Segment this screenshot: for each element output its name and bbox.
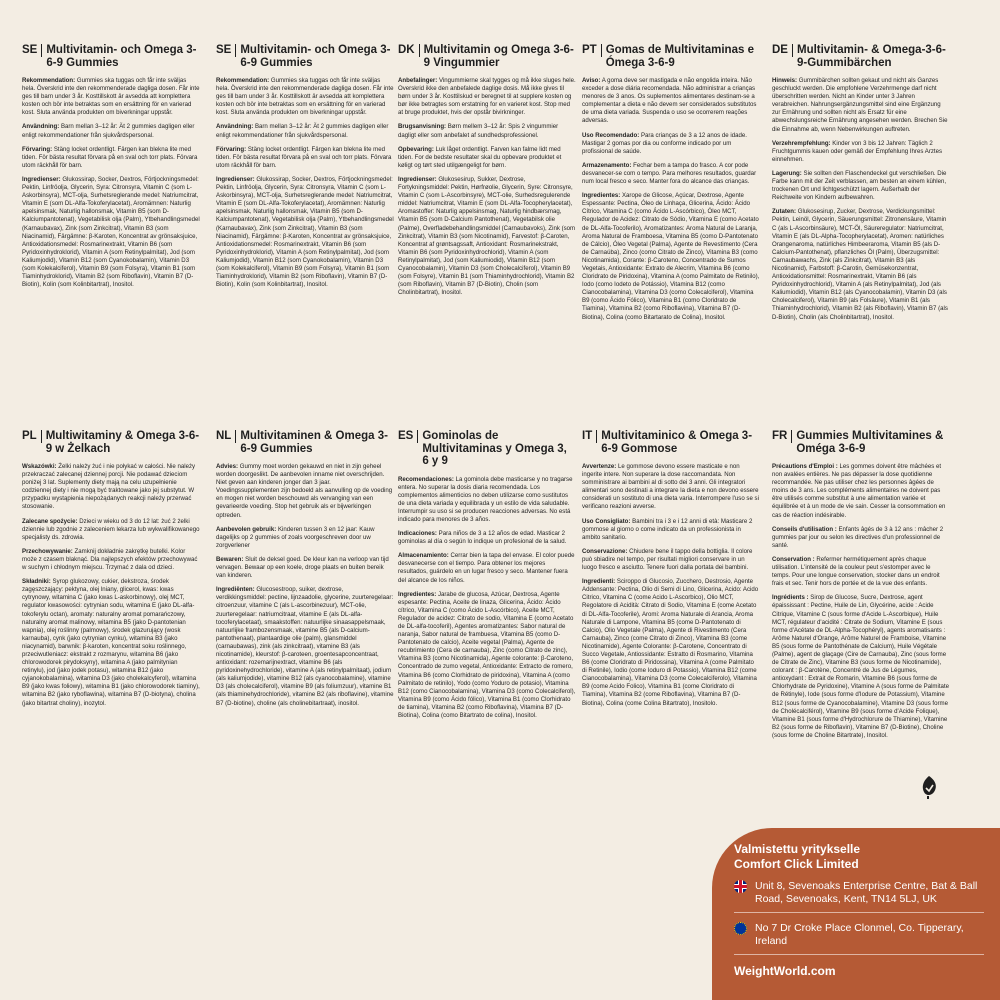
ingredients-paragraph: Ingredienser: Glukosesirup, Sukker, Dextrose, Fortykningsmiddel: Pektin, Hørfrøolie, Glycerin, Syre: Citronsyre, Vitamin C (som L-Ascorbinsyre), MCT-olie, Surhedsregulerende middel: Natriumcitrat, Vitamin E (som DL-Alfa-Tocopherylacetat), Aromastoffer: Naturlig appelsinsmag, Naturlig hindbærsmag, Vitamin B5 (som D-Calcium Pantothenat), Vegetabilsk olie (Palme), Overfladebehandlingsmiddel (Carnaubavoks), Zink (som Zinkcitrat), Vitamin B3 (som Nicotinamid), Farvestof: β-Caroten, Koncentrat af grøntsagssaft, Antioxidant: Rosmarinekstrakt, Vitamin B6 (som Pyridoxinhydrochlorid), Vitamin A (som Retinylpalmitat), Jod (som Kaliumiodid), Vitamin B12 (som Cyanocobalamin), Vitamin D3 (som Cholecalciferol), Vitamin B9 (som Folsyre), Vitamin B1 (som Thiaminhydrochlorid), Vitamin B2 (som Riboflavin), Vitamin B7 (D-Biotin), Cholin (som Cholinbitartrat), Inositol. [398, 175, 576, 297]
warning-paragraph: Avvertenze: Le gommose devono essere masticate e non ingerite intere. Non superare la dose raccomandata. Non somministrare ai bambini al di sotto dei 3 anni. Gli integratori alimentari sono destinati a integrare la dieta e non devono essere considerati un sostituto di una dieta varia. Interrompere l'uso se si verificano reazioni avverse. [582, 463, 759, 511]
usage-paragraph: Verzehrempfehlung: Kinder von 3 bis 12 Jahren: Täglich 2 Fruchtgummis kauen oder gemäß der Empfehlung Ihres Arztes einnehmen. [772, 139, 943, 163]
usage-paragraph: Conseils d'utilisation : Enfants âgés de 3 à 12 ans : mâcher 2 gummies par jour ou selon les directives d'un professionnel de santé. [772, 525, 944, 549]
usage-paragraph: Användning: Barn mellan 3–12 år: Ät 2 gummies dagligen eller enligt rekommendationer från sjukvårdspersonal. [216, 123, 389, 139]
section-header [582, 430, 760, 455]
section-header [772, 44, 950, 69]
language-code: IT [582, 430, 597, 443]
section-header [398, 44, 576, 69]
divider [734, 912, 984, 913]
column-es [398, 430, 576, 726]
storage-paragraph: Conservation : Refermer hermétiquement après chaque utilisation. L'intensité de la couleur peut s'estomper avec le temps. Pour une longue conservation, stocker dans un endroit frais et sec. Tenir hors de portée et de la vue des enfants. [772, 555, 940, 588]
storage-paragraph: Opbevaring: Luk låget ordentligt. Farven kan falme lidt med tiden. For de bedste resultater skal du opbevare produktet et køligt og tørt sted utilgængeligt for børn. [398, 145, 562, 169]
manufacturer-contact-panel [712, 828, 1000, 1000]
storage-paragraph: Lagerung: Sie sollten den Flaschendeckel gut verschließen. Die Farbe kann mit der Zeit verblassen, am besten an einem kühlen, trockenen Ort und lichtgeschützt lagern. Außerhalb der Reichweite von Kindern aufbewahren. [772, 169, 947, 202]
ingredients-paragraph: Ingredientes: Xarope de Glicose, Açúcar, Dextrose, Agente Espessante: Pectina, Óleo de Linhaça, Glicerina, Ácido: Ácido Cítrico, Vitamina C (como Ácido L-Ascórbico), Óleo MCT, Regulador de Acidez: Citrato de Sódio, Vitamina E (como Acetato de DL-Alfa-Tocoferilo), Aromatizantes: Aroma Natural de Laranja, Aroma Natural de Framboesa, Vitamina B5 (como D-Pantotenato de Cálcio), Óleo Vegetal (Palma), Agente de Revestimento (Cera de Carnaúba), Zinco (como Citrato de Zinco), Vitamina B3 (como Nicotinamida), Corante: β-Caroteno, Concentrado de Sumos Vegetais, Antioxidante: Extrato de Alecrim, Vitamina B6 (como Cloridrato de Piridoxina), Vitamina A (como Palmitato de Retinilo), Iodo (como Iodeto de Potássio), Vitamina B12 (como Cianocobalamina), Vitamina D3 (como Colecalciferol), Vitamina B9 (como Ácido Fólico), Vitamina B1 (como Cloridrato de Tiamina), Vitamina B2 (como Riboflavina), Vitamina B7 (D-Biotina), Colina (como Bitartarato de Colina), Inositol. [582, 192, 760, 321]
column-nl [216, 430, 394, 714]
ingredients-paragraph: Ingredientes: Jarabe de glucosa, Azúcar, Dextrosa, Agente espesante: Pectina, Aceite de linaza, Glicerina, Ácido: Ácido cítrico, Vitamina C (como Ácido L-Ascórbico), Aceite MCT, Regulador de acidez: Citrato de sodio, Vitamina E (como Acetato de DL-alfa-tocoferil), Agentes aromatizantes: Sabor natural de naranja, Sabor natural de frambuesa, Vitamina B5 (como D-Pantotenato de calcio), Aceite vegetal (Palma), Agente de recubrimiento (Cera de carnauba), Zinc (como Citrato de zinc), Vitamina B3 (como Nicotinamida), Agente colorante: β-Caroteno, Concentrado de zumo vegetal, Antioxidante: Extracto de romero, Vitamina B6 (como Clorhidrato de piridoxina), Vitamina A (como Palmitato de retinilo), Yodo (como Yoduro de potasio), Vitamina B12 (como Cianocobalamina), Vitamina D3 (como Colecalciferol), Vitamina B9 (como Ácido fólico), Vitamina B1 (como Clorhidrato de tiamina), Vitamina B2 (como Riboflavina), Vitamina B7 (D-Biotina), Colina (como Bitartrato de colina), Inositol. [398, 590, 576, 720]
recommendation-paragraph: Rekommendation: Gummies ska tuggas och får inte sväljas hela. Överskrid inte den rekommenderade dagliga dosen. Får inte ges till barn under 3 år. Kosttillskott är avsedda att komplettera kosten och bör inte betraktas som en ersättning för en varierad kost. Sluta använda produkten om biverkningar uppstår. [216, 77, 394, 117]
ingredients-paragraph: Ingrédients : Sirop de Glucose, Sucre, Dextrose, agent épaississant : Pectine, Huile de Lin, Glycérine, acide : Acide Citrique, Vitamine C (sous forme d'Acide L-Ascorbique), Huile MCT, régulateur d'acidité : Citrate de Sodium, Vitamine E (sous forme d'Acétate de DL-Alpha-Tocophéryl), agents aromatisants : Arôme Naturel d'Orange, Arôme Naturel de Framboise, Vitamine B5 (sous forme de Pantothénate de Calcium), Huile Végétale (Palme), agent de glaçage (Cire de Carnauba), Zinc (sous forme de Citrate de Zinc), Vitamine B3 (sous forme de Nicotinamide), colorant : β-Carotène, Concentré de Jus de Légumes, antioxydant : Extrait de Romarin, Vitamine B6 (sous forme de Chlorhydrate de Pyridoxine), Vitamine A (sous forme de Palmitate de Rétinyle), Iode (sous forme d'Iodure de Potassium), Vitamine B12 (sous forme de Cyanocobalamine), Vitamine D3 (sous forme de Cholécalciférol), Vitamine B9 (sous forme d'Acide Folique), Vitamine B1 (sous forme d'Hydrochlorure de Thiamine), Vitamine B2 (sous forme de Riboflavin), Vitamine B7 (D-Biotine), Choline (sous forme de Choline Bitartrate), Inositol. [772, 594, 950, 739]
column-dk [398, 44, 576, 303]
warning-paragraph: Précautions d'Emploi : Les gommes doivent être mâchées et non avalées entières. Ne pas dépasser la dose quotidienne recommandée. Ne pas utiliser chez les personnes âgées de moins de 3 ans. Les compléments alimentaires ne doivent pas être utilisés comme substitut à une alimentation variée et équilibrée et à un mode de vie sain. Cesser la consommation en cas de réaction indésirable. [772, 463, 946, 519]
usage-paragraph: Indicaciones: Para niños de 3 a 12 años de edad. Masticar 2 gominolas al día o según lo indique un profesional de la salud. [398, 530, 567, 546]
storage-paragraph: Przechowywanie: Zamknij dokładnie zakrętkę butelki. Kolor może z czasem blaknąć. Dla najlepszych efektów przechowywać w suchym i chłodnym miejscu. Trzymać z dala od dzieci. [22, 547, 198, 572]
usage-paragraph: Användning: Barn mellan 3–12 år: Ät 2 gummies dagligen eller enligt rekommendationer från sjukvårdspersonal. [22, 123, 195, 139]
language-code: FR [772, 430, 792, 443]
ingredients-paragraph: Ingredienti: Sciroppo di Glucosio, Zucchero, Destrosio, Agente Addensante: Pectina, Olio di Semi di Lino, Glicerina, Acido: Acido Citrico, Vitamina C (come Acido L-Ascorbico), Olio MCT, Regolatore di Acidità: Citrato di Sodio, Vitamina E (come Acetato di DL-Alfa-Tocoferile), Aromi: Aroma Naturale di Arancia, Aroma Naturale di Lampone, Vitamina B5 (come D-Pantotenato di Calcio), Olio Vegetale (Palma), Agente di Rivestimento (Cera Carnauba), Zinco (come Citrato di Zinco), Vitamina B3 (come Nicotinamide), Agente Colorante: β-Carotene, Concentrato di Succo Vegetale, Antiossidante: Estratto di Rosmarino, Vitamina B6 (come Cloridrato di Piridossina), Vitamina A (come Palmitato di Retinile), Iodio (come Ioduro di Potassio), Vitamina B12 (come Cianocobalamina), Vitamina D3 (come Colecalciferolo), Vitamina B9 (come Acido Folico), Vitamina B1 (come Cloridrato di Tiamina), Vitamina B2 (come Riboflavina), Vitamina B7 (D-Biotina), Colina (come Colina Bitartrato), Inositolo. [582, 578, 759, 707]
usage-paragraph: Zalecane spożycie: Dzieci w wieku od 3 do 12 lat: żuć 2 żelki dziennie lub zgodnie z zaleceniem lekarza lub wykwalifikowanego specjalisty ds. zdrowia. [22, 517, 200, 541]
storage-paragraph: Conservazione: Chiudere bene il tappo della bottiglia. Il colore può sbiadire nel tempo, per risultati migliori conservare in un luogo fresco e asciutto. Tenere fuori dalla portata dei bambini. [582, 547, 753, 572]
section-title: Multivitaminico & Omega 3-6-9 Gommose [601, 430, 753, 455]
column-se-1 [22, 44, 200, 295]
language-code: SE [22, 44, 42, 57]
ireland-address-text: No 7 Dr Croke Place Clonmel, Co. Tipperary, Ireland [755, 922, 964, 947]
column-fr [772, 430, 950, 746]
vegan-leaf-icon [918, 774, 940, 800]
section-header [216, 44, 394, 69]
ingredients-paragraph: Ingredienser: Glukossirap, Socker, Dextros, Förtjockningsmedel: Pektin, Linfröolja, Glycerin, Syra: Citronsyra, Vitamin C (som L-Askorbinsyra), MCT-olja, Surhetsreglerande medel: Natriumcitrat, Vitamin E (som DL-Alfa-Tokoferylacetat), Aromämnen: Naturlig apelsinsmak, Naturlig hallonsmak, Vitamin B5 (som D-Kalciumpantotenat), Vegetabilisk olja (Palm), Ytbehandlingsmedel (Karnaubavax), Zink (som Zinkcitrat), Vitamin B3 (som Niacinamid), Färgämne: β-Karoten, Koncentrat av grönsaksjuice, Antioxidationsmedel: Rosmarinextrakt, Vitamin B6 (som Pyridoxinhydroklorid), Vitamin A (som Retinylpalmitat), Jod (som Kaliumjodid), Vitamin B12 (som Cyanokobalamin), Vitamin D3 (som Kolekalciferol), Vitamin B9 (som Folsyra), Vitamin B1 (som Tiaminhydroklorid), Vitamin B2 (som Riboflavin), Vitamin B7 (D-Biotin), Kolin (som Kolinbitartrat), Inositol. [22, 175, 200, 289]
usage-paragraph: Uso Recomendado: Para crianças de 3 a 12 anos de idade. Mastigar 2 gomas por dia ou conforme indicado por um profissional de saúde. [582, 131, 747, 155]
section-title: Multivitaminen & Omega 3-6-9 Gummies [240, 430, 388, 455]
section-title: Gominolas de Multivitaminas y Omega 3, 6 y 9 [422, 430, 567, 467]
section-header [398, 430, 576, 468]
section-title: Multivitamin- och Omega 3-6-9 Gummies [240, 44, 391, 69]
manufacturer-name: Comfort Click Limited [734, 857, 859, 871]
warning-paragraph: Advies: Gummy moet worden gekauwd en niet in zijn geheel worden doorgeslikt. De aanbevolen inname niet overschrijden. Niet geven aan kinderen jonger dan 3 jaar. Voedingssupplementen zijn bedoeld als aanvulling op de voeding en mogen niet worden beschouwd als vervanging van een gevarieerde voeding. Stop het gebruik als er bijwerkingen optreden. [216, 463, 393, 519]
ireland-address [734, 922, 984, 948]
language-code: DE [772, 44, 793, 57]
column-it [582, 430, 760, 714]
storage-paragraph: Almacenamiento: Cerrar bien la tapa del envase. El color puede desvanecerse con el tiempo. Para obtener los mejores resultados, guárdelo en un lugar fresco y seco. Mantener fuera del alcance de los niños. [398, 552, 575, 584]
ingredients-paragraph: Składniki: Syrop glukozowy, cukier, dekstroza, środek zagęszczający: pektyna, olej lniany, glicerol, kwas: kwas cytrynowy, witamina C (jako kwas L-askorbinowy), olej MCT, regulator kwasowości: cytrynian sodu, witamina E (jako DL-alfa-tokoferylu octan), aromaty: naturalny aromat pomarańczowy, naturalny aromat malinowy, witamina B5 (jako D-pantotenian wapnia), olej roślinny (palmowy), środek glazurujący (wosk karnauba), cynk (jako cytrynian cynku), witamina B3 (jako niacynamid), barwnik: β-karoten, koncentrat soku roślinnego, przeciwutleniacz: ekstrakt z rozmarynu, witamina B6 (jako chlorowodorek pirydoksyny), witamina A (jako palmitynian retinylu), jod (jako jodek potasu), witamina B12 (jako cyjanokobalamina), witamina D3 (jako cholekalcyferol), witamina B9 (jako kwas foliowy), witamina B1 (jako chlorowodorek tiaminy), witamina B2 (jako ryboflawina), witamina B7 (D-biotyna), cholina (jako bitartrat choliny), inozytol. [22, 578, 200, 707]
section-header [216, 430, 394, 455]
uk-address [734, 880, 984, 906]
website-link[interactable]: WeightWorld.com [734, 964, 836, 978]
section-header [22, 44, 200, 69]
column-pl [22, 430, 200, 714]
usage-paragraph: Brugsanvisning: Børn mellem 3–12 år: Spis 2 vingummier dagligt eller som anbefalet af sundhedsprofessionel. [398, 123, 559, 139]
language-code: DK [398, 44, 420, 57]
ingredients-paragraph: Ingrediënten: Glucosestroop, suiker, dextrose, verdikkingsmiddel: pectine, lijnzaadolie, glycerine, zuurteregelaar: citroenzuur, vitamine C (als L-ascorbinezuur), MCT-olie, zuurteregelaar: natriumcitraat, vitamine E (als DL-alfa-tocoferylacetaat), smaakstoffen: natuurlijke sinaasappelsmaak, natuurlijke frambozensmaak, vitamine B5 (als D-calcium-pantothenaat), plantaardige olie (palm), glansmiddel (carnaubawas), zink (als zinkcitraat), vitamine B3 (als nicotinamide), kleurstof: β-caroteen, groentesapconcentraat, antioxidant: rozemarijnextract, vitamine B6 (als pyridoxinehydrochloride), vitamine A (als retinylpalmitaat), jodium (als kaliumjodide), vitamine B12 (als cyanocobalamine), vitamine D3 (als cholecalciferol), vitamine B9 (als foliumzuur), vitamine B1 (als thiaminehydrochloride), vitamine B2 (als riboflavine), vitamine B7 (D-biotine), choline (als cholinebitartraat), inositol. [216, 586, 394, 707]
manufacturer-title [734, 842, 860, 872]
eu-flag-icon [734, 922, 747, 935]
language-code: ES [398, 430, 418, 443]
recommendation-paragraph: Anbefalinger: Vingummierne skal tygges og må ikke sluges hele. Overskrid ikke den anbefalede daglige dosis. Må ikke gives til børn under 3 år. Kosttilskud er beregnet til at supplere kosten og bør ikke betragtes som erstatning for en varieret kost. Stop med at bruge produktet, hvis der opstår bivirkninger. [398, 77, 576, 117]
ingredients-paragraph: Zutaten: Glukosesirup, Zucker, Dextrose, Verdickungsmittel: Pektin, Leinöl, Glycerin, Säuerungsmittel: Zitronensäure, Vitamin C (als L-Ascorbinsäure), MCT-Öl, Säureregulator: Natriumcitrat, Vitamin E (als DL-Alpha-Tocopherylacetat), Aromen: natürliches Orangenaroma, natürliches Himbeeraroma, Vitamin B5 (als D-Calcium-Pantothenat), pflanzliches Öl (Palm), Überzugsmittel: Carnaubawachs, Zink (als Zinkcitrat), Vitamin B3 (als Nicotinamid), Farbstoff: β-Carotin, Gemüsekonzentrat, Antioxidationsmittel: Rosmarinextrakt, Vitamin B6 (als Pyridoxinhydrochlorid), Vitamin A (als Retinylpalmitat), Jod (als Kaliumiodid), Vitamin B12 (als Cyanocobalamin), Vitamin D3 (als Cholecalciferol), Vitamin B9 (als Folsäure), Vitamin B1 (als Thiaminhydrochlorid), Vitamin B2 (als Riboflavin), Vitamin B7 (als D-Biotin), Cholin (als Cholinbitartrat), Inositol. [772, 208, 948, 321]
storage-paragraph: Förvaring: Stäng locket ordentligt. Färgen kan blekna lite med tiden. För bästa resultat förvara på en sval och torr plats. Förvara utom räckhåll för barn. [22, 145, 198, 169]
recommendation-paragraph: Rekommendation: Gummies ska tuggas och får inte sväljas hela. Överskrid inte den rekommenderade dagliga dosen. Får inte ges till barn under 3 år. Kosttillskott är avsedda att komplettera kosten och bör inte betraktas som en ersättning för en varierad kost. Sluta använda produkten om biverkningar uppstår. [22, 77, 200, 117]
section-header [22, 430, 200, 455]
section-title: Multivitamin og Omega 3-6-9 Vingummier [423, 44, 574, 69]
usage-paragraph: Aanbevolen gebruik: Kinderen tussen 3 en 12 jaar: Kauw dagelijks op 2 gummies of zoals voorgeschreven door uw zorgverlener [216, 525, 375, 549]
language-code: NL [216, 430, 236, 443]
section-title: Gomas de Multivitaminas e Ómega 3-6-9 [605, 44, 754, 69]
column-se-2 [216, 44, 394, 295]
divider [734, 954, 984, 955]
manufacturer-title-line1: Valmistettu yritykselle [734, 842, 861, 856]
section-title: Multiwitaminy & Omega 3-6-9 w Żelkach [45, 430, 200, 455]
section-header [582, 44, 760, 69]
usage-paragraph: Uso Consigliato: Bambini tra i 3 e i 12 anni di età: Masticare 2 gommose al giorno o come indicato da un professionista in ambito sanitario. [582, 517, 753, 541]
storage-paragraph: Bewaren: Sluit de deksel goed. De kleur kan na verloop van tijd vervagen. Bewaar op een koele, droge plaats en buiten bereik van kinderen. [216, 555, 389, 580]
language-code: SE [216, 44, 236, 57]
ingredients-paragraph: Ingredienser: Glukossirap, Socker, Dextros, Förtjockningsmedel: Pektin, Linfröolja, Glycerin, Syra: Citronsyra, Vitamin C (som L-Askorbinsyra), MCT-olja, Surhetsreglerande medel: Natriumcitrat, Vitamin E (som DL-Alfa-Tokoferylacetat), Aromämnen: Naturlig apelsinsmak, Naturlig hallonsmak, Vitamin B5 (som D-Kalciumpantotenat), Vegetabilisk olja (Palm), Ytbehandlingsmedel (Karnaubavax), Zink (som Zinkcitrat), Vitamin B3 (som Niacinamid), Färgämne: β-Karoten, Koncentrat av grönsaksjuice, Antioxidationsmedel: Rosmarinextrakt, Vitamin B6 (som Pyridoxinhydroklorid), Vitamin A (som Retinylpalmitat), Jod (som Kaliumjodid), Vitamin B12 (som Cyanokobalamin), Vitamin D3 (som Kolekalciferol), Vitamin B9 (som Folsyra), Vitamin B1 (som Tiaminhydroklorid), Vitamin B2 (som Riboflavin), Vitamin B7 (D-Biotin), Kolin (som Kolinbitartrat), Inositol. [216, 175, 394, 289]
column-pt [582, 44, 760, 328]
warning-paragraph: Wskazówki: Żelki należy żuć i nie połykać w całości. Nie należy przekraczać zalecanej dziennej porcji. Nie podawać dzieciom poniżej 3 lat. Suplementy diety mają na celu uzupełnienie codziennej diety i nie mogą być traktowane jako jej substytut. W przypadku wystąpienia niepożądanych reakcji należy przerwać stosowanie. [22, 463, 196, 511]
section-title: Gummies Multivitamines & Oméga 3-6-9 [796, 430, 944, 455]
column-de [772, 44, 950, 328]
warning-paragraph: Hinweis: Gummibärchen sollten gekaut und nicht als Ganzes geschluckt werden. Die empfohlene Verzehrmenge darf nicht überschritten werden. Nicht an Kinder unter 3 Jahren verabreichen. Nahrungsergänzungsmittel sind eine Ergänzung zur Ernährung und sollten nicht als Ersatz für eine abwechslungsreiche Ernährung angesehen werden. Brechen Sie die Einnahme ab, wenn Nebenwirkungen auftreten. [772, 77, 948, 133]
uk-address-text: Unit 8, Sevenoaks Enterprise Centre, Bat & Ball Road, Sevenoaks, Kent, TN14 5LJ, UK [755, 880, 978, 905]
storage-paragraph: Armazenamento: Fechar bem a tampa do frasco. A cor pode desvanecer-se com o tempo. Para melhores resultados, guardar num local fresco e seco. Manter fora do alcance das crianças. [582, 161, 757, 186]
language-code: PL [22, 430, 42, 443]
section-title: Multivitamin- & Omega-3-6-9-Gummibärchen [796, 44, 946, 69]
warning-paragraph: Recomendaciones: La gominola debe masticarse y no tragarse entera. No superar la dosis diaria recomendada. Los complementos alimenticios no deben utilizarse como sustitutos de una dieta variada y equilibrada y un estilo de vida saludable. Interrumpir su uso si se producen reacciones adversas. No está indicado para menores de 3 años. [398, 475, 573, 523]
storage-paragraph: Förvaring: Stäng locket ordentligt. Färgen kan blekna lite med tiden. För bästa resultat förvara på en sval och torr plats. Förvara utom räckhåll för barn. [216, 145, 392, 169]
section-header [772, 430, 950, 455]
warning-paragraph: Aviso: A goma deve ser mastigada e não engolida inteira. Não exceder a dose diária recomendada. Não administrar a crianças menores de 3 anos. Os suplementos alimentares destinam-se a complementar a dieta e não devem ser considerados substitutos de uma dieta variada. Suspenda o uso se ocorrerem reações adversas. [582, 77, 757, 125]
language-code: PT [582, 44, 602, 57]
uk-flag-icon [734, 880, 747, 893]
section-title: Multivitamin- och Omega 3-6-9 Gummies [46, 44, 197, 69]
